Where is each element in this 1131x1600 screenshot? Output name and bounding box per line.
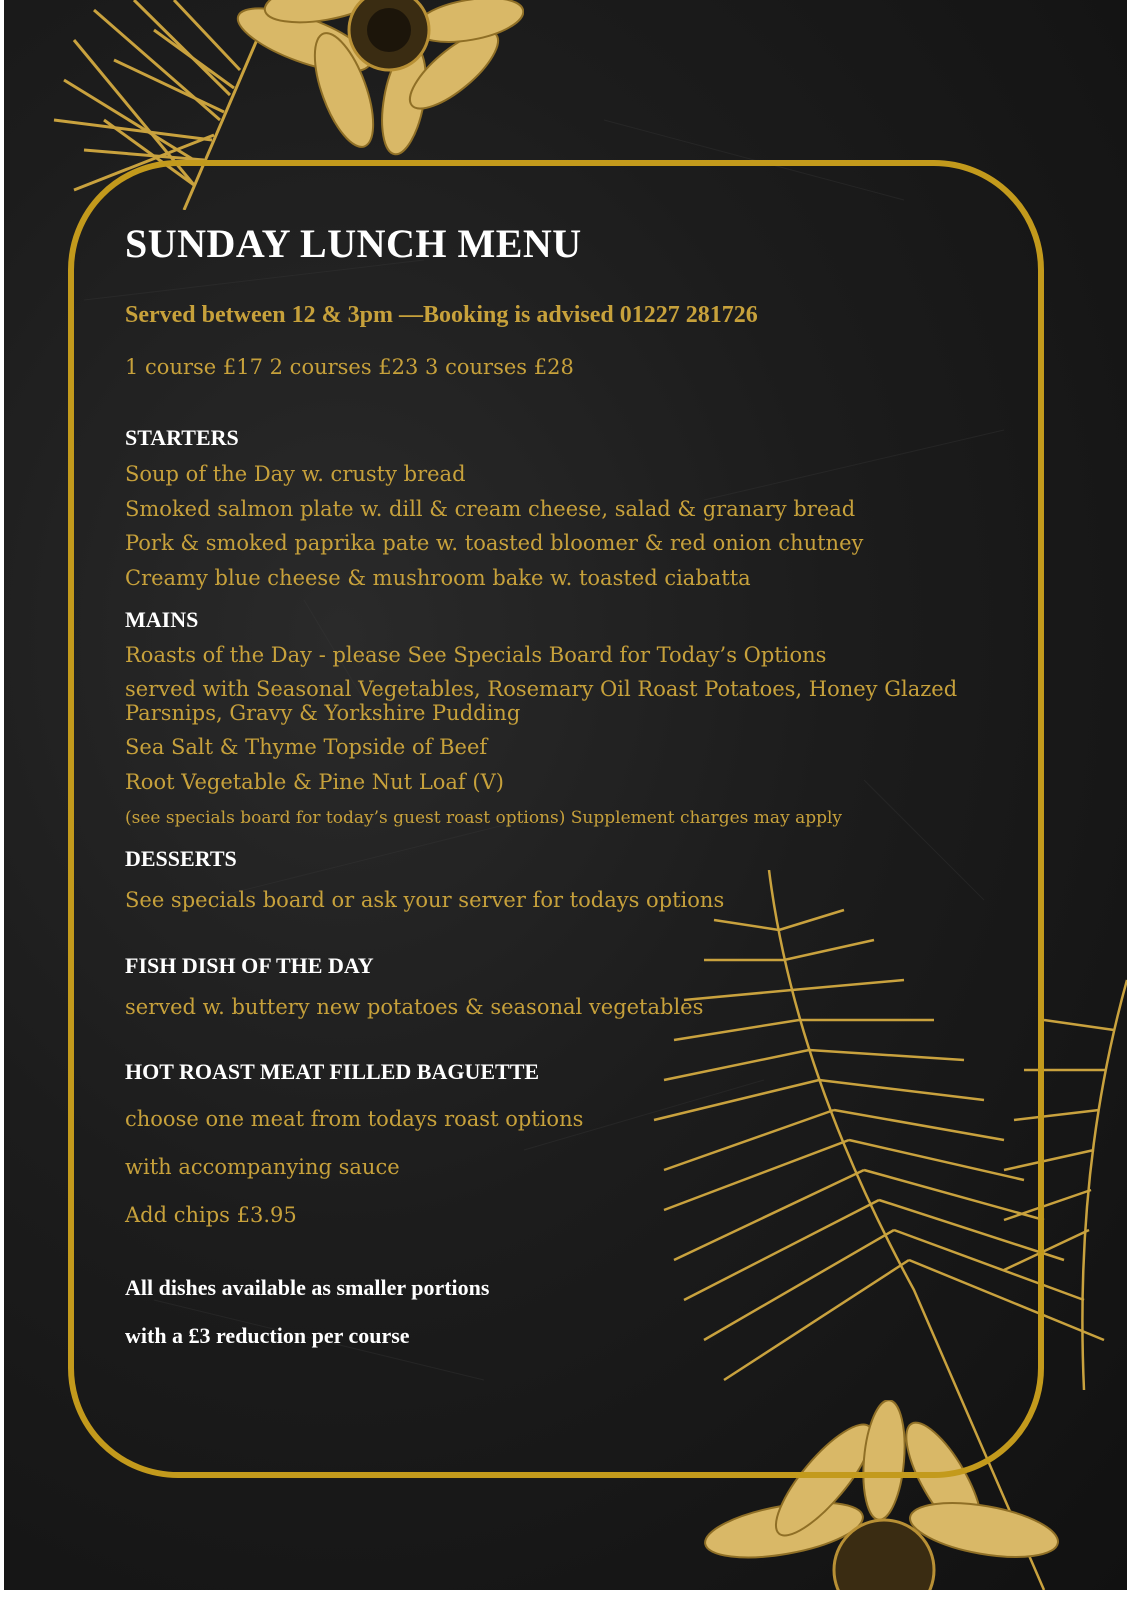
menu-title: SUNDAY LUNCH MENU: [125, 221, 582, 266]
footer-note: with a £3 reduction per course: [125, 1323, 410, 1348]
baguette-chips: Add chips £3.95: [125, 1203, 297, 1227]
starter-item: Creamy blue cheese & mushroom bake w. toasted ciabatta: [125, 566, 751, 590]
mains-served-with: served with Seasonal Vegetables, Rosemary Oil Roast Potatoes, Honey Glazed Parsnips, Gravy & Yorkshire Pudding: [125, 677, 958, 725]
starter-item: Pork & smoked paprika pate w. toasted bloomer & red onion chutney: [125, 531, 864, 555]
desserts-text: See specials board or ask your server for todays options: [125, 888, 725, 912]
baguette-heading: HOT ROAST MEAT FILLED BAGUETTE: [125, 1059, 540, 1084]
fish-text: served w. buttery new potatoes & seasonal vegetables: [125, 995, 704, 1019]
starter-item: Soup of the Day w. crusty bread: [125, 462, 466, 486]
mains-roasts: Roasts of the Day - please See Specials Board for Today’s Options: [125, 643, 827, 667]
footer-note: All dishes available as smaller portions: [125, 1275, 490, 1300]
starter-item: Smoked salmon plate w. dill & cream cheese, salad & granary bread: [125, 497, 856, 521]
mains-heading: MAINS: [125, 607, 199, 632]
flower-top-icon: [214, 0, 524, 160]
baguette-line: with accompanying sauce: [125, 1155, 400, 1179]
mains-item: Root Vegetable & Pine Nut Loaf (V): [125, 770, 504, 794]
course-prices: 1 course £17 2 courses £23 3 courses £28: [125, 355, 574, 379]
mains-item: Sea Salt & Thyme Topside of Beef: [125, 735, 488, 759]
fish-heading: FISH DISH OF THE DAY: [125, 953, 374, 978]
mains-note: (see specials board for today’s guest roast options) Supplement charges may apply: [125, 808, 843, 828]
baguette-line: choose one meat from todays roast options: [125, 1107, 584, 1131]
menu-page: [4, 0, 1127, 1590]
desserts-heading: DESSERTS: [125, 846, 237, 871]
starters-heading: STARTERS: [125, 425, 239, 450]
serving-times: Served between 12 & 3pm —Booking is advised 01227 281726: [125, 302, 758, 328]
